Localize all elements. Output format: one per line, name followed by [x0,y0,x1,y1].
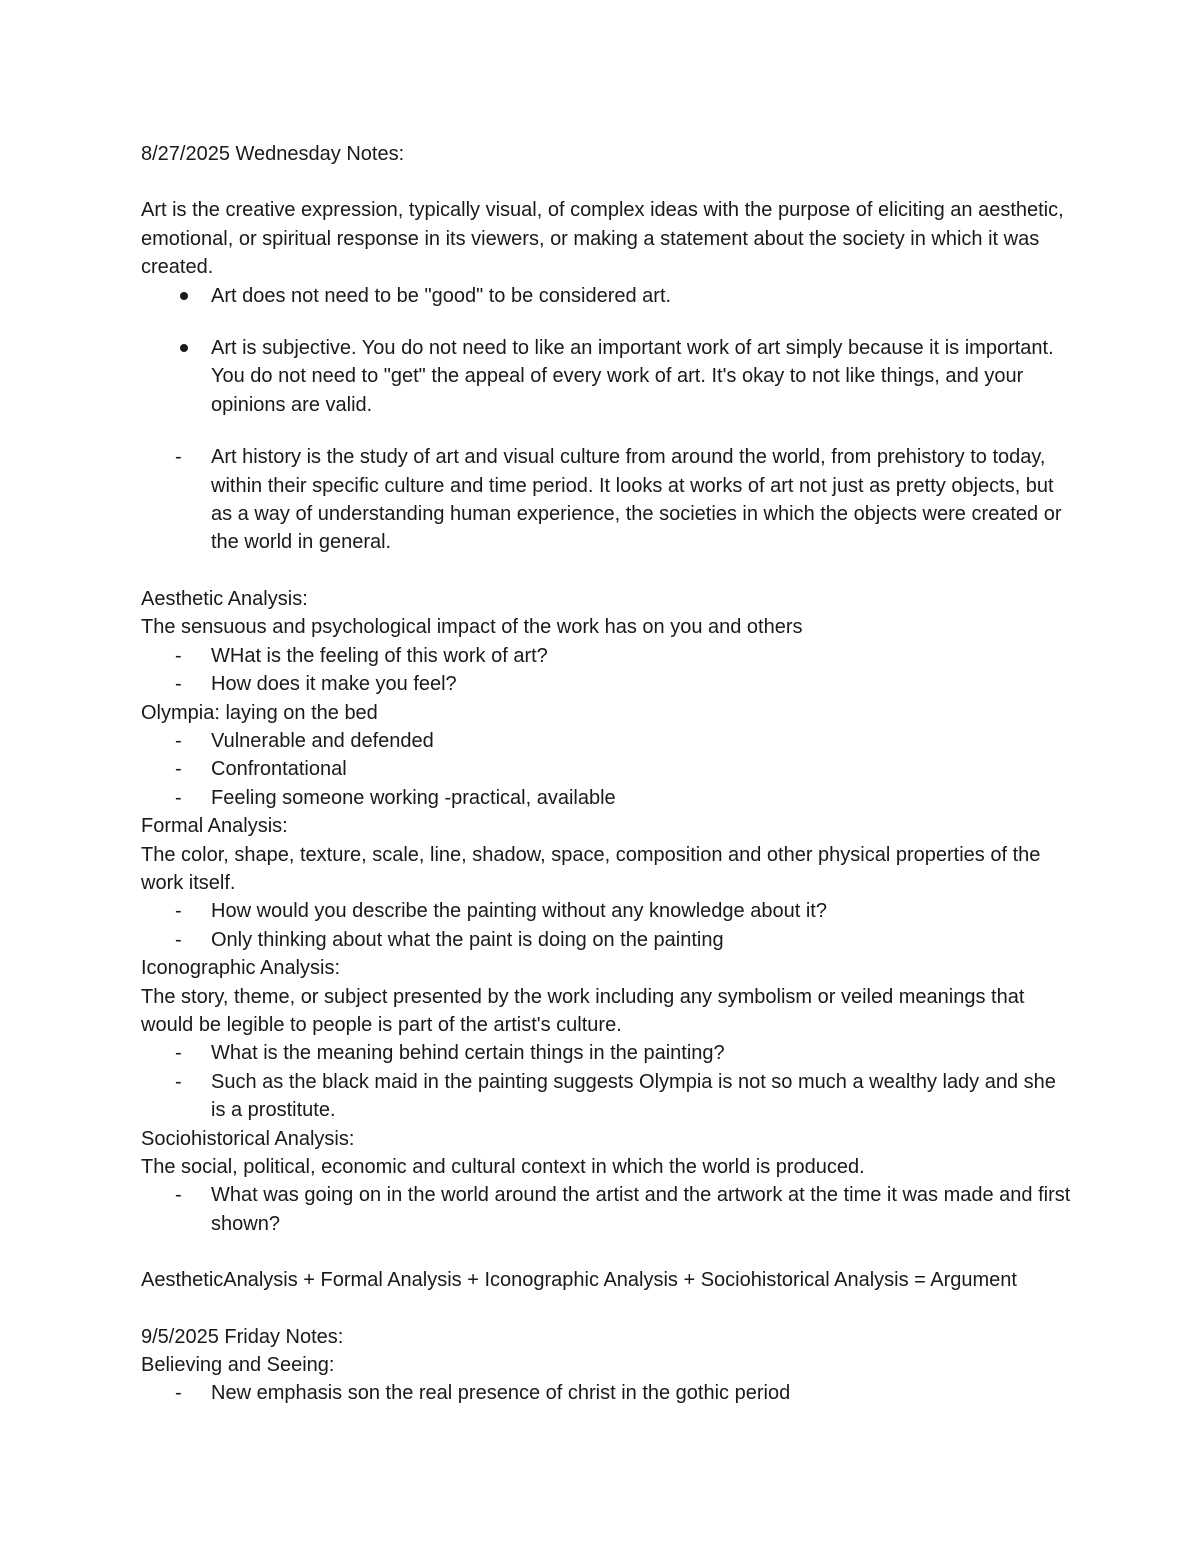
believing-seeing-list [141,1379,1071,1407]
art-bullet-list [141,282,1071,557]
art-definition-paragraph: Art is the creative expression, typically visual, of complex ideas with the purpose of eliciting an aesthetic, emotional, or spiritual response in its viewers, or making a statement about the society in which it was created. [141,199,1064,279]
aesthetic-analysis-list [141,642,1071,699]
list-item: - Confrontational [141,755,1071,783]
list-item: - WHat is the feeling of this work of art? [141,642,1071,670]
list-item: - How would you describe the painting without any knowledge about it? [141,897,1071,925]
dash-marker: - [175,900,182,923]
list-item: - How does it make you feel? [141,670,1071,698]
notes-date-heading: 8/27/2025 Wednesday Notes: [141,143,405,165]
olympia-heading: Olympia: laying on the bed [141,701,378,724]
list-item: - What is the meaning behind certain things in the painting? [141,1039,1071,1067]
list-item: Art is subjective. You do not need to like an important work of art simply because it is important. You do not need to "get" the appeal of every work of art. It's okay to not like things, and your opinions are valid. [141,334,1071,419]
aesthetic-analysis-heading: Aesthetic Analysis: [141,587,308,610]
list-item: - What was going on in the world around the artist and the artwork at the time it was made and first shown? [141,1181,1071,1238]
dash-marker: - [175,928,182,951]
list-item: - Only thinking about what the paint is doing on the painting [141,926,1071,954]
dash-marker: - [175,673,182,696]
dash-marker: - [175,758,182,781]
iconographic-analysis-heading: Iconographic Analysis: [141,957,341,980]
sociohistorical-analysis-list [141,1181,1071,1238]
iconographic-analysis-list [141,1039,1071,1124]
list-item: - Such as the black maid in the painting suggests Olympia is not so much a wealthy lady and she is a prostitute. [141,1068,1071,1125]
list-item: - Vulnerable and defended [141,727,1071,755]
dash-marker: - [175,1184,182,1207]
formal-analysis-heading: Formal Analysis: [141,815,288,838]
dash-marker: - [175,1382,182,1405]
dash-marker: - [175,1042,182,1065]
dash-marker: - [175,729,182,752]
analysis-equation: AestheticAnalysis + Formal Analysis + Iconographic Analysis + Sociohistorical Analysis = Argument [141,1269,1017,1292]
dash-marker: - [175,644,182,667]
bullet-dot-icon [180,292,188,300]
formal-analysis-description: The color, shape, texture, scale, line, shadow, space, composition and other physical properties of the work itself. [141,843,1041,894]
dash-marker: - [175,1070,182,1093]
olympia-list [141,727,1071,812]
formal-analysis-list [141,897,1071,954]
bullet-dot-icon [180,344,188,352]
sociohistorical-analysis-description: The social, political, economic and cultural context in which the world is produced. [141,1156,865,1178]
sociohistorical-analysis-heading: Sociohistorical Analysis: [141,1127,355,1150]
friday-notes-heading: 9/5/2025 Friday Notes: [141,1325,344,1348]
list-item: - New emphasis son the real presence of christ in the gothic period [141,1379,1071,1407]
iconographic-analysis-description: The story, theme, or subject presented by the work including any symbolism or veiled meanings that would be legible to people is part of the artist's culture. [141,985,1025,1036]
dash-marker: - [175,786,182,809]
list-item: - Feeling someone working -practical, available [141,784,1071,812]
believing-seeing-heading: Believing and Seeing: [141,1354,335,1377]
list-item: Art does not need to be "good" to be considered art. [141,282,1071,310]
document-page [141,140,1071,1408]
dash-marker: - [175,446,182,469]
list-item: - Art history is the study of art and visual culture from around the world, from prehistory to today, within their specific culture and time period. It looks at works of art not just as pretty objects, but as a way of understanding human experience, the societies in which the objects were created or the world in general. [141,443,1071,557]
aesthetic-analysis-description: The sensuous and psychological impact of the work has on you and others [141,616,803,639]
